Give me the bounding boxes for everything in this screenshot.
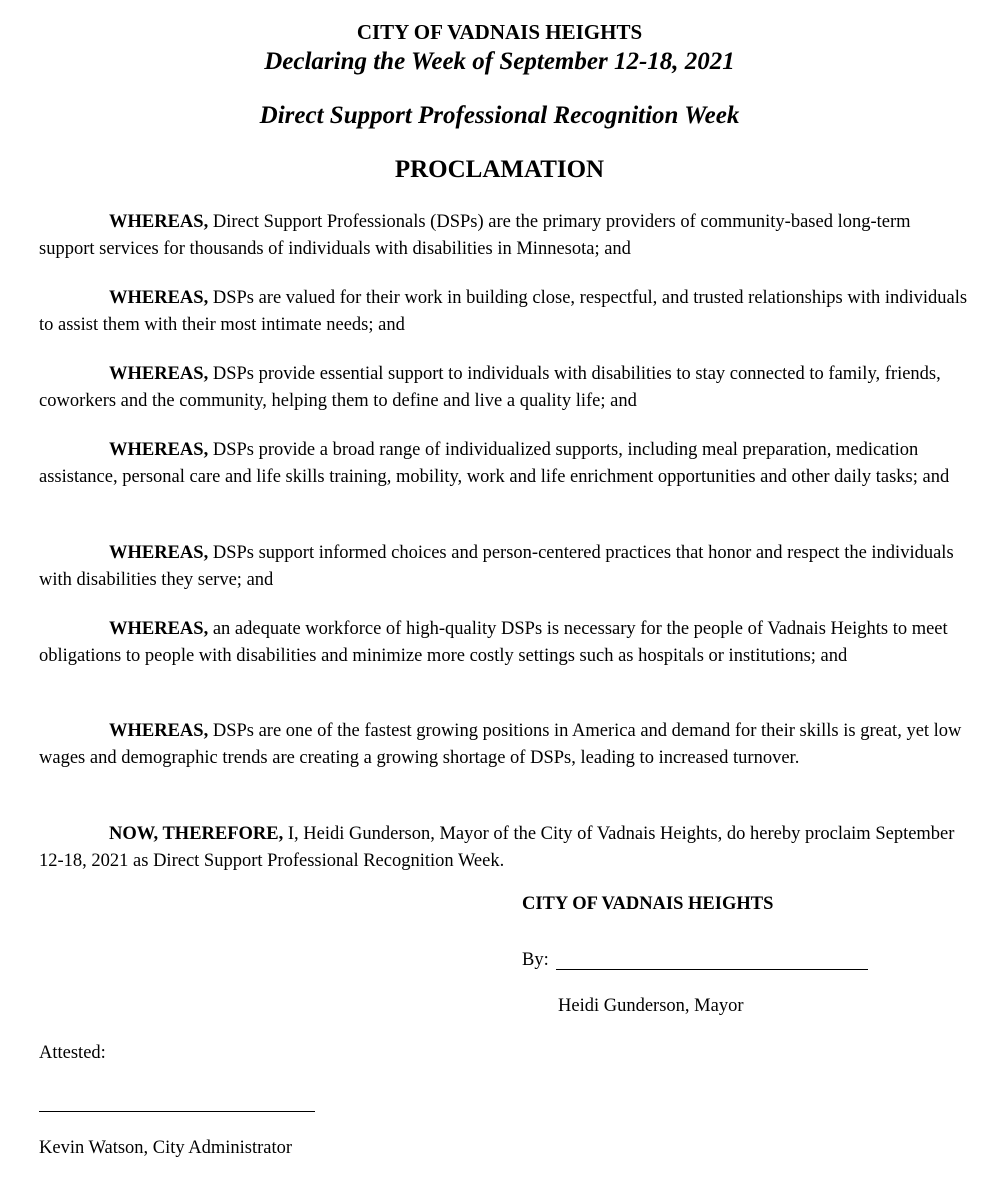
paragraph-lead: WHEREAS, — [109, 364, 209, 384]
signature-organization: CITY OF VADNAIS HEIGHTS — [522, 894, 774, 914]
city-heading: CITY OF VADNAIS HEIGHTS — [356, 20, 643, 44]
paragraph-lead: WHEREAS, — [109, 288, 209, 308]
paragraph-lead: NOW, THEREFORE, — [109, 824, 284, 844]
paragraph-text: DSPs provide a broad range of individualized supports, including meal preparation, medication assistance, personal care and life skills training, mobility, work and life enrichment opportunities and other daily tasks; and — [39, 440, 950, 487]
mayor-name: Heidi Gunderson, Mayor — [558, 996, 744, 1016]
paragraph-text: DSPs are one of the fastest growing positions in America and demand for their skills is great, yet low wages and demographic trends are creating a growing shortage of DSPs, leading to increased turnover. — [39, 721, 962, 768]
whereas-paragraph-1 — [39, 209, 969, 263]
paragraph-lead: WHEREAS, — [109, 543, 209, 563]
whereas-paragraph-4 — [39, 437, 969, 491]
therefore-paragraph — [39, 821, 969, 875]
administrator-name: Kevin Watson, City Administrator — [39, 1138, 293, 1158]
recognition-week-title: Direct Support Professional Recognition Week — [259, 102, 740, 129]
paragraph-lead: WHEREAS, — [109, 440, 209, 460]
proclamation-heading: PROCLAMATION — [394, 156, 605, 183]
attested-label: Attested: — [39, 1043, 106, 1063]
whereas-paragraph-5 — [39, 540, 969, 594]
declaring-subtitle: Declaring the Week of September 12-18, 2021 — [264, 48, 735, 75]
mayor-signature-line — [556, 969, 868, 970]
paragraph-lead: WHEREAS, — [109, 212, 209, 232]
paragraph-text: Direct Support Professionals (DSPs) are the primary providers of community-based long-term support services for thousands of individuals with disabilities in Minnesota; and — [39, 212, 911, 259]
by-label: By: — [522, 950, 549, 970]
paragraph-lead: WHEREAS, — [109, 721, 209, 741]
paragraph-lead: WHEREAS, — [109, 619, 209, 639]
paragraph-text: DSPs support informed choices and person-centered practices that honor and respect the individuals with disabilities they serve; and — [39, 543, 954, 590]
whereas-paragraph-7 — [39, 718, 969, 772]
paragraph-text: an adequate workforce of high-quality DSPs is necessary for the people of Vadnais Heights to meet obligations to people with disabilities and minimize more costly settings such as hospitals or institutions; and — [39, 619, 948, 666]
whereas-paragraph-6 — [39, 616, 969, 670]
paragraph-text: DSPs provide essential support to individuals with disabilities to stay connected to family, friends, coworkers and the community, helping them to define and live a quality life; and — [39, 364, 941, 411]
whereas-paragraph-2 — [39, 285, 969, 339]
paragraph-text: DSPs are valued for their work in building close, respectful, and trusted relationships with individuals to assist them with their most intimate needs; and — [39, 288, 968, 335]
administrator-signature-line — [39, 1111, 315, 1112]
paragraph-text: I, Heidi Gunderson, Mayor of the City of Vadnais Heights, do hereby proclaim September 12-18, 2021 as Direct Support Professional Recognition Week. — [39, 824, 955, 871]
whereas-paragraph-3 — [39, 361, 969, 415]
